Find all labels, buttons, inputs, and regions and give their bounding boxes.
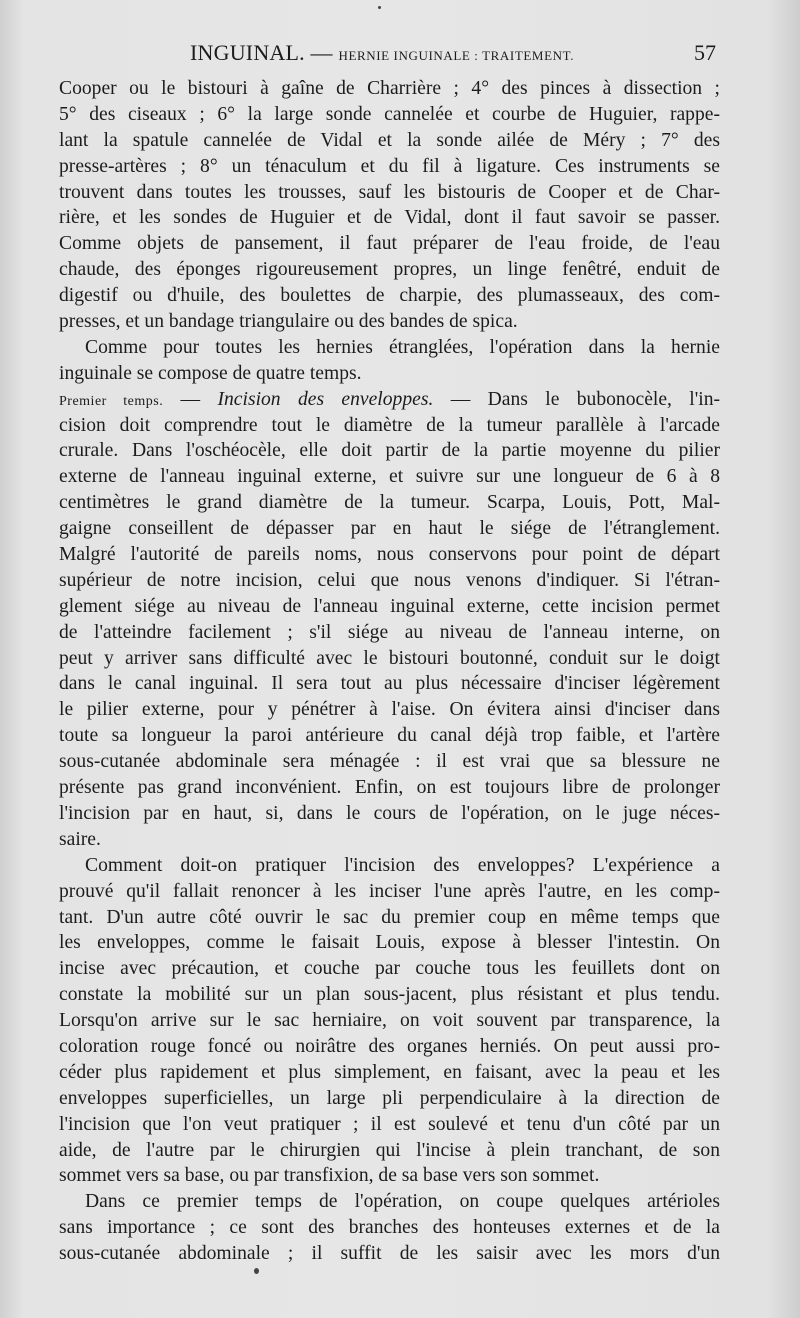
- text-line: cision doit comprendre tout le diamètre de la tumeur parallèle à l'arcade: [59, 414, 720, 436]
- heading-dash: —: [163, 388, 218, 410]
- text-line: constate la mobilité sur un plan sous-jacent, plus résistant et plus tendu.: [59, 984, 720, 1006]
- text-line: sous-cutanée abdominale sera ménagée : il est vrai que sa blessure ne: [59, 751, 720, 773]
- text-line: supérieur de notre incision, celui que nous venons d'indiquer. Si l'étran-: [59, 569, 720, 591]
- text-line: toute sa longueur la paroi antérieure du canal déjà trop faible, et l'artère: [59, 725, 720, 747]
- text-line: centimètres le grand diamètre de la tumeur. Scarpa, Louis, Pott, Mal-: [59, 492, 720, 514]
- text-line: presses, et un bandage triangulaire ou des bandes de spica.: [59, 311, 518, 333]
- text-line: les enveloppes, comme le faisait Louis, expose à blesser l'intestin. On: [59, 932, 720, 954]
- text-line: sous-cutanée abdominale ; il suffit de les saisir avec les mors d'un: [59, 1243, 720, 1265]
- text-line: l'incision que l'on veut pratiquer ; il est soulevé et tenu d'un côté par un: [59, 1113, 720, 1135]
- text-line: Dans ce premier temps de l'opération, on coupe quelques artérioles: [85, 1191, 720, 1213]
- running-title-main: INGUINAL.: [190, 40, 305, 65]
- text-line: rière, et les sondes de Huguier et de Vidal, dont il faut savoir se passer.: [59, 207, 720, 229]
- text-line: trouvent dans toutes les trousses, sauf les bistouris de Cooper et de Char-: [59, 181, 720, 203]
- text-line: incise avec précaution, et couche par couche tous les feuillets dont on: [59, 958, 720, 980]
- text-line: le pilier externe, pour y pénétrer à l'aise. On évitera ainsi d'inciser dans: [59, 699, 720, 721]
- text-line: coloration rouge foncé ou noirâtre des organes herniés. On peut aussi pro-: [59, 1035, 720, 1057]
- text-line: digestif ou d'huile, des boulettes de charpie, des plumasseaux, des com-: [59, 285, 720, 307]
- text-line: aide, de l'autre par le chirurgien qui l'incise à plein tranchant, de son: [59, 1139, 720, 1161]
- running-title-dash: —: [304, 40, 339, 65]
- running-title: [190, 40, 574, 66]
- page-number: 57: [694, 40, 716, 65]
- text-line: presse-artères ; 8° un ténaculum et du fil à ligature. Ces instruments se: [59, 155, 720, 177]
- running-title-section: HERNIE INGUINALE : TRAITEMENT.: [338, 48, 575, 63]
- text-line: enveloppes superficielles, un large pli perpendiculaire à la direction de: [59, 1087, 720, 1109]
- text-line: peut y arriver sans difficulté avec le bistouri boutonné, conduit sur le doigt: [59, 647, 720, 669]
- ink-speck: [254, 1268, 259, 1274]
- text-line: lant la spatule cannelée de Vidal et la sonde ailée de Méry ; 7° des: [59, 129, 720, 151]
- text-line: dans le canal inguinal. Il sera tout au plus nécessaire d'inciser légèrement: [59, 673, 720, 695]
- text-line: sans importance ; ce sont des branches des honteuses externes et de la: [59, 1217, 720, 1239]
- text-line: présente pas grand inconvénient. Enfin, on est toujours libre de prolonger: [59, 777, 720, 799]
- body-text: [59, 76, 720, 1267]
- text-line: gaigne conseillent de dépasser par en haut le siége de l'étranglement.: [59, 518, 720, 540]
- text-line: Comme pour toutes les hernies étranglées, l'opération dans la hernie: [85, 336, 720, 358]
- text-line: tant. D'un autre côté ouvrir le sac du premier coup en même temps que: [59, 906, 720, 928]
- text-line: externe de l'anneau inguinal externe, et suivre sur une longueur de 6 à 8: [59, 466, 720, 488]
- text-line: saire.: [59, 828, 101, 850]
- section-label: Premier temps.: [59, 393, 164, 409]
- ink-speck: [378, 6, 381, 9]
- text-line: inguinale se compose de quatre temps.: [59, 362, 362, 384]
- text-line: Malgré l'autorité de pareils noms, nous conservons pour point de départ: [59, 544, 720, 566]
- text-line: Comme objets de pansement, il faut préparer de l'eau froide, de l'eau: [59, 233, 720, 255]
- text-line: Cooper ou le bistouri à gaîne de Charrière ; 4° des pinces à dissection ;: [59, 78, 720, 99]
- section-heading-line: [59, 387, 720, 413]
- running-header: [60, 40, 720, 70]
- heading-dash: —: [433, 388, 488, 410]
- text-line: sommet vers sa base, ou par transfixion, de sa base vers son sommet.: [59, 1165, 600, 1187]
- text-line: chaude, des éponges rigoureusement propres, un linge fenêtré, enduit de: [59, 259, 720, 281]
- text-line: Comment doit-on pratiquer l'incision des enveloppes? L'expérience a: [85, 854, 720, 876]
- text-line: glement siége au niveau de l'anneau inguinal externe, cette incision permet: [59, 595, 720, 617]
- text-line: crurale. Dans l'oschéocèle, elle doit partir de la partie moyenne du pilier: [59, 440, 720, 462]
- text-line: l'incision par en haut, si, dans le cours de l'opération, on le juge néces-: [59, 802, 720, 824]
- text-line: de l'atteindre facilement ; s'il siége au niveau de l'anneau interne, on: [59, 621, 720, 643]
- text-line: 5° des ciseaux ; 6° la large sonde cannelée et courbe de Huguier, rappe-: [59, 103, 720, 125]
- text-line: céder plus rapidement et plus simplement, en faisant, avec la peau et les: [59, 1061, 720, 1083]
- text-line: Lorsqu'on arrive sur le sac herniaire, on voit souvent par transparence, la: [59, 1010, 720, 1032]
- heading-continuation: Dans le bubonocèle, l'in-: [487, 388, 720, 410]
- section-title: Incision des enveloppes.: [217, 388, 434, 410]
- text-line: prouvé qu'il fallait renoncer à les inciser l'une après l'autre, en les comp-: [59, 880, 720, 902]
